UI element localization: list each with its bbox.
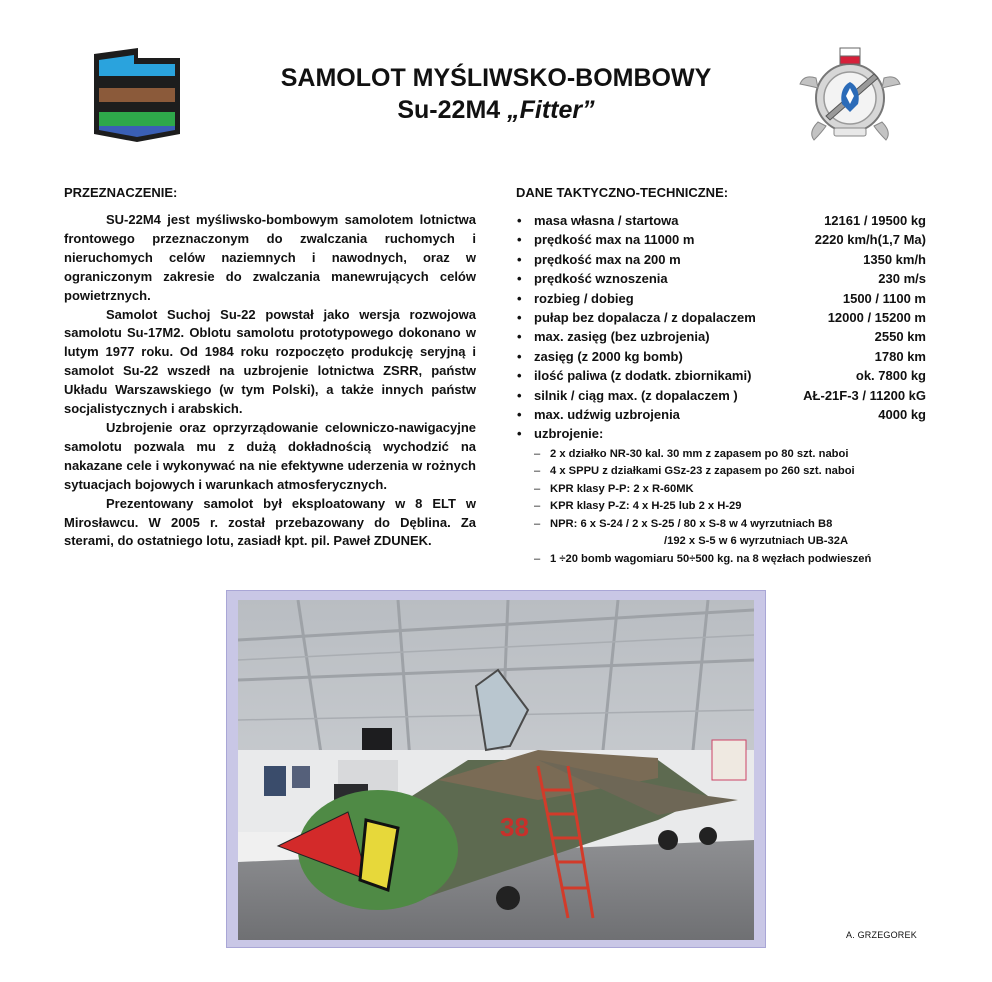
spec-item: [516, 405, 926, 424]
armament-continuation: /192 x S-5 w 6 wyrzutniach UB-32A: [664, 535, 849, 548]
armament-item: – 2 x działko NR-30 kal. 30 mm z zapasem po 80 szt. naboi: [516, 446, 926, 464]
specs-heading: DANE TAKTYCZNO-TECHNICZNE:: [516, 185, 729, 200]
spec-value: AŁ-21F-3 / 11200 kG: [803, 387, 926, 403]
spec-value: 12000 / 15200 m: [827, 310, 926, 326]
purpose-heading: PRZEZNACZENIE:: [64, 185, 178, 200]
spec-label: • ilość paliwa (z dodatk. zbiornikami): [534, 368, 752, 384]
title-model: [200, 94, 792, 126]
model-nickname: „Fitter”: [507, 96, 595, 124]
armament-item: – KPR klasy P-Z: 4 x H-25 lub 2 x H-29: [516, 498, 926, 516]
exhibit-paragraph: Prezentowany samolot był eksploatowany w 8 ELT w Mirosławcu. W 2005 r. został przebazowany do Dęblina. Za sterami, do ostatniego lotu, zasiadł kpt. pil. Paweł ZDUNEK.: [64, 495, 476, 549]
spec-item: [516, 366, 926, 385]
spec-label: • pułap bez dopalacza / z dopalaczem: [534, 310, 756, 326]
history-paragraph: Samolot Suchoj Su-22 powstał jako wersja rozwojowa samolotu Su-17M2. Oblotu samolotu prototypowego dokonano w lutym 1977 roku. Od 1984 roku rozpoczęto produkcję seryjną i samolot Su-22 wszedł na uzbrojenie lotnictwa ZSRR, państw Układu Warszawskiego (w tym Polski), a także innych państw socjalistycznych i arabskich.: [64, 306, 476, 417]
spec-label: • max. udźwig uzbrojenia: [534, 407, 680, 423]
title-line: SAMOLOT MYŚLIWSKO-BOMBOWY: [280, 64, 712, 92]
armament-item: – 4 x SPPU z działkami GSz-23 z zapasem po 260 szt. naboi: [516, 463, 926, 481]
spec-value: 2220 km/h(1,7 Ma): [814, 232, 926, 248]
purpose-section: [64, 185, 476, 551]
spec-label: • prędkość max na 11000 m: [534, 232, 695, 248]
spec-value: 1500 / 1100 m: [842, 290, 926, 306]
spec-item: [516, 289, 926, 308]
spec-value: ok. 7800 kg: [855, 368, 926, 384]
spec-item: [516, 211, 926, 230]
spec-item: [516, 347, 926, 366]
aircraft-photo: [238, 600, 754, 940]
spec-label: • prędkość wznoszenia: [534, 271, 668, 287]
model-designation: Su-22M4: [397, 96, 501, 124]
armament-item: [516, 516, 926, 551]
spec-label: • zasięg (z 2000 kg bomb): [534, 348, 683, 364]
spec-value: 230 m/s: [878, 271, 926, 287]
spec-label: • masa własna / startowa: [534, 213, 679, 228]
armament-heading: • uzbrojenie:: [516, 424, 926, 443]
spec-item: [516, 386, 926, 405]
equipment-paragraph: Uzbrojenie oraz oprzyrządowanie celowniczo-nawigacyjne samolotu pozwala mu z dużą dokładnością wychodzić na nakazane cele i wykonywać na nie efektywne uderzenia w rożnych sytuacjach bojowych i warunkach atmosferycznych.: [64, 419, 476, 492]
spec-item: [516, 327, 926, 346]
spec-label: • max. zasięg (bez uzbrojenia): [534, 329, 710, 345]
spec-label: • prędkość max na 200 m: [534, 251, 681, 267]
armament-text: NPR: 6 x S-24 / 2 x S-25 / 80 x S-8 w 4 wyrzutniach B8: [550, 517, 833, 530]
armament-list: [516, 446, 926, 569]
specs-section: [516, 185, 926, 568]
photo-credit: A. GRZEGOREK: [846, 930, 917, 940]
spec-value: 1350 km/h: [863, 251, 926, 267]
armament-item: – 1 ÷20 bomb wagomiaru 50÷500 kg. na 8 węzłach podwieszeń: [516, 551, 926, 569]
spec-value: 1780 km: [874, 348, 926, 364]
page-title: [200, 62, 792, 126]
spec-item: [516, 230, 926, 249]
spec-item: [516, 269, 926, 288]
specs-list: [516, 211, 926, 444]
spec-value: 2550 km: [874, 329, 926, 345]
spec-item: [516, 308, 926, 327]
armament-item: – KPR klasy P-P: 2 x R-60MK: [516, 481, 926, 499]
aircraft-number: 38: [500, 812, 529, 842]
unit-emblem-logo: [90, 46, 184, 144]
air-force-emblem-logo: [796, 44, 904, 148]
spec-value: 12161 / 19500 kg: [824, 213, 926, 228]
spec-label: • rozbieg / dobieg: [534, 290, 634, 306]
spec-label: • silnik / ciąg max. (z dopalaczem ): [534, 387, 738, 403]
spec-item: [516, 250, 926, 269]
purpose-paragraph: SU-22M4 jest myśliwsko-bombowym samolotem lotnictwa frontowego przeznaczonym do zwalczania ruchomych i nieruchomych celów naziemnych i nawodnych, oraz w ograniczonym zakresie do zwalczania manewrujących celów powietrznych.: [64, 212, 476, 303]
spec-value: 4000 kg: [878, 407, 926, 423]
